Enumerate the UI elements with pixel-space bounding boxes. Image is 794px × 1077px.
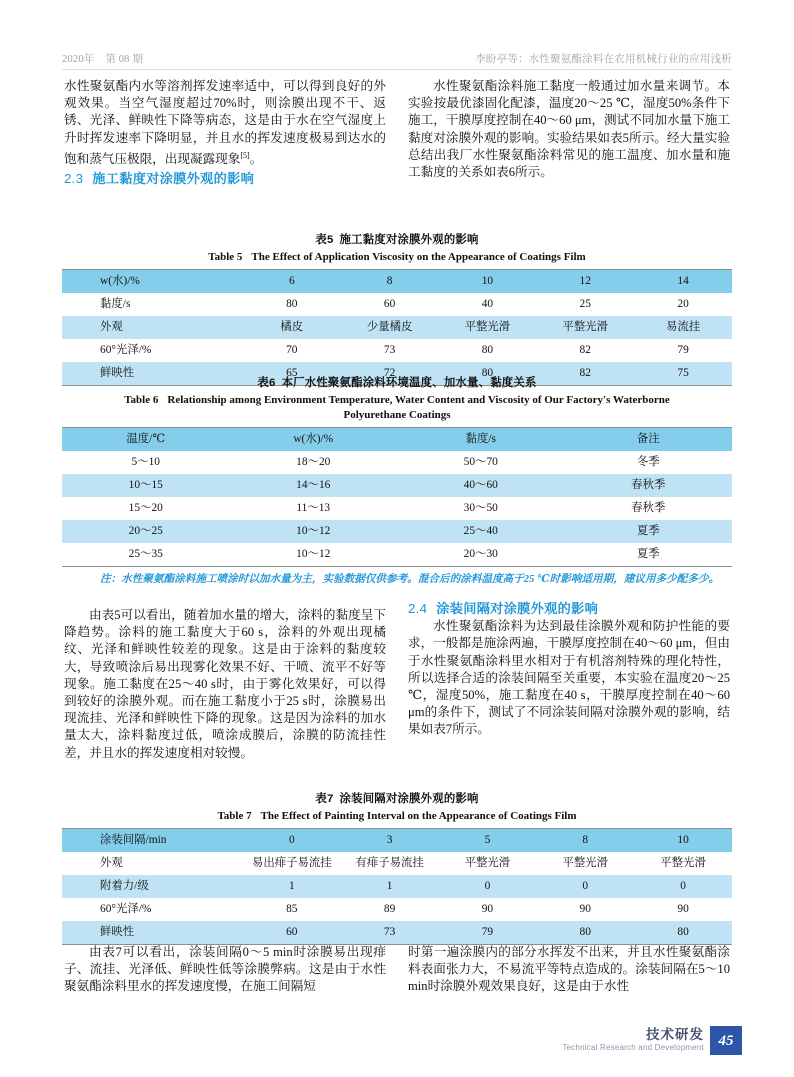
table-6-r0-c1: 18～20 <box>296 456 331 468</box>
running-head <box>62 42 732 70</box>
table-7-r4-label: 鲜映性 <box>100 926 135 938</box>
table-5-title-en: The Effect of Application Viscosity on the Appearance of Coatings Film <box>251 251 586 263</box>
table-7-r4-c1: 73 <box>383 926 396 938</box>
table-6-r4-c2: 20～30 <box>463 548 498 560</box>
table-6-title-en-line2: Polyurethane Coatings <box>343 409 451 421</box>
table-7-caption-cn <box>62 790 732 806</box>
table-7-r3-c1: 89 <box>383 903 396 915</box>
table-6-r3-c0: 20～25 <box>128 525 163 537</box>
left-column-top <box>64 78 386 188</box>
table-6-title-cn: 本厂水性聚氨酯涂料环境温度、加水量、黏度关系 <box>281 377 537 389</box>
table-6-h3: 备注 <box>636 433 660 445</box>
left-para-after-table6: 由表5可以看出，随着加水量的增大，涂料的黏度呈下降趋势。涂料的施工黏度大于60 s，涂料的外观出现橘纹、光泽和鲜映性较差的现象。这是由于涂料的黏度较大，导致喷涂后易出现雾化效果不好、干喷、流平不好等现象。施工黏度在25～40 s时，由于雾化效果好，可以得到较好的涂膜外观。而在施工黏度小于25 s时，涂膜易出现流挂、光泽和鲜映性下降的现象。这是因为涂料的加水量太大，涂料黏度过低，喷涂成膜后，涂膜的防流挂性差，并且水的挥发速度相对较慢。 <box>64 608 386 760</box>
right-column-top <box>408 78 730 181</box>
table-row <box>62 339 732 362</box>
running-head-issue: 2020年 第 08 期 <box>62 54 144 65</box>
footer-title-en: Technical Research and Development <box>562 1043 704 1052</box>
left-para-after-table7: 由表7可以看出，涂装间隔0～5 min时涂膜易出现痱子、流挂、光泽低、鲜映性低等涂膜弊病。这是由于水性聚氨酯涂料里水的挥发速度慢，在施工间隔短 <box>64 945 386 994</box>
right-column-mid <box>408 598 730 739</box>
table-row <box>62 829 732 853</box>
table-5-r0-c4: 14 <box>677 275 689 287</box>
table-5-r3-c2: 80 <box>481 344 494 356</box>
table-6-r3-c3: 夏季 <box>636 525 660 537</box>
table-5-r1-c1: 60 <box>383 298 396 310</box>
table-5 <box>62 269 732 386</box>
table-5-r1-label: 黏度/s <box>100 298 131 310</box>
table-6 <box>62 427 732 567</box>
table-row <box>62 543 732 567</box>
table-5-r4-c2: 80 <box>481 367 494 379</box>
table-5-title-cn: 施工黏度对涂膜外观的影响 <box>339 234 479 246</box>
left-para-1-text: 水性聚氨酯内水等溶剂挥发速率适中，可以得到良好的外观效果。当空气湿度超过70%时，则涂膜出现不干、返锈、光泽、鲜映性下降等病态，这是由于水在空气湿度上升时挥发速率下降明显，并且水的挥发速度极易到达水的饱和蒸气压极限，出现凝露现象 <box>64 79 386 166</box>
running-head-article-title: 李盼亭等：水性聚氨酯涂料在农用机械行业的应用浅析 <box>475 54 732 65</box>
table-7-r2-c3: 0 <box>582 880 589 892</box>
table-7-r2-c0: 1 <box>288 880 295 892</box>
table-5-r1-c2: 40 <box>481 298 494 310</box>
table-7-r0-c1: 3 <box>386 834 393 846</box>
table-7-r1-label: 外观 <box>100 857 123 869</box>
table-row <box>62 428 732 452</box>
left-para-1 <box>64 78 386 168</box>
table-7-r2-c1: 1 <box>386 880 393 892</box>
table-5-r3-c3: 82 <box>579 344 591 356</box>
table-5-r3-c4: 79 <box>677 344 689 356</box>
table-5-label-cn: 表5 <box>315 234 334 246</box>
table-5-r2-c1: 少量橘皮 <box>366 321 413 333</box>
table-5-r2-c2: 平整光滑 <box>464 321 511 333</box>
table-5-block <box>62 231 732 386</box>
table-5-r3-c1: 73 <box>383 344 396 356</box>
table-7-r1-c3: 平整光滑 <box>562 857 609 869</box>
table-5-r0-c1: 8 <box>386 275 393 287</box>
table-5-label-en: Table 5 <box>208 251 243 263</box>
table-6-r2-c0: 15～20 <box>128 502 163 514</box>
table-6-label-cn: 表6 <box>257 377 276 389</box>
section-heading-2-4 <box>408 600 730 617</box>
table-6-r1-c1: 14～16 <box>296 479 331 491</box>
table-5-r0-c3: 12 <box>579 275 591 287</box>
section-number-2-4: 2.4 <box>408 601 428 616</box>
table-5-r1-c0: 80 <box>286 298 298 310</box>
table-7-r2-c2: 0 <box>484 880 491 892</box>
table-6-r1-c0: 10～15 <box>128 479 163 491</box>
table-5-r4-c3: 82 <box>579 367 591 379</box>
table-row <box>62 898 732 921</box>
table-5-r2-c3: 平整光滑 <box>562 321 609 333</box>
table-5-caption-en <box>62 250 732 265</box>
right-para-1: 水性聚氨酯涂料施工黏度一般通过加水量来调节。本实验按最优漆固化配漆，温度20～25 ℃，湿度50%条件下施工，干膜厚度控制在40～60 μm，测试不同加水量下施工黏度对涂膜外观的影响。实验结果如表5所示。经大量实验总结出我厂水性聚氨酯涂料常见的施工温度、加水量和施工黏度的关系如表6所示。 <box>408 79 730 180</box>
table-7-label-cn: 表7 <box>315 793 334 805</box>
table-7 <box>62 828 732 945</box>
table-7-r0-c0: 0 <box>288 834 295 846</box>
table-6-caption-en <box>62 393 732 423</box>
table-row <box>62 520 732 543</box>
page-footer <box>562 1026 742 1055</box>
table-6-h1: w(水)/% <box>293 433 334 445</box>
table-5-r3-c0: 70 <box>286 344 298 356</box>
table-7-r4-c2: 79 <box>481 926 494 938</box>
left-column-mid <box>64 607 386 762</box>
table-6-r3-c2: 25～40 <box>463 525 498 537</box>
table-7-r2-label: 附着力/级 <box>100 880 149 892</box>
section-number-2-3: 2.3 <box>64 171 84 187</box>
table-6-r2-c1: 11～13 <box>296 502 331 514</box>
table-5-r4-c0: 65 <box>286 367 298 379</box>
left-para-1-tail: 。 <box>249 152 263 166</box>
table-7-r3-c2: 90 <box>481 903 494 915</box>
table-6-r4-c0: 25～35 <box>128 548 163 560</box>
table-7-r4-c0: 60 <box>286 926 298 938</box>
table-6-r0-c2: 50～70 <box>463 456 498 468</box>
table-7-title-cn: 涂装间隔对涂膜外观的影响 <box>339 793 479 805</box>
table-row <box>62 921 732 945</box>
table-7-title-en: The Effect of Painting Interval on the Appearance of Coatings Film <box>260 810 577 822</box>
table-6-r4-c3: 夏季 <box>636 548 660 560</box>
table-6-r1-c3: 春秋季 <box>631 479 666 491</box>
table-6-block <box>62 374 732 587</box>
table-row <box>62 497 732 520</box>
table-7-label-en: Table 7 <box>217 810 252 822</box>
right-column-bottom <box>408 944 730 996</box>
table-row <box>62 474 732 497</box>
table-6-r1-c2: 40～60 <box>463 479 498 491</box>
table-5-caption-cn <box>62 231 732 247</box>
page-number: 45 <box>710 1026 742 1055</box>
table-6-h0: 温度/℃ <box>126 433 166 445</box>
table-5-r3-label: 60°光泽/% <box>100 344 152 356</box>
table-6-r2-c2: 30～50 <box>463 502 498 514</box>
table-5-r4-c1: 72 <box>383 367 396 379</box>
section-title-2-4: 涂装间隔对涂膜外观的影响 <box>436 601 599 616</box>
table-7-r3-c3: 90 <box>579 903 591 915</box>
table-6-note: 注：水性聚氨酯涂料施工喷涂时以加水量为主，实验数据仅供参考。混合后的涂料温度高于25 ℃时影响适用期，建议用多少配多少。 <box>100 574 720 585</box>
table-7-r0-c4: 10 <box>677 834 689 846</box>
table-7-r3-c0: 85 <box>286 903 298 915</box>
table-6-label-en: Table 6 <box>124 394 159 406</box>
table-7-r0-label: 涂装间隔/min <box>100 834 167 846</box>
table-7-r0-c3: 8 <box>582 834 589 846</box>
right-para-after-table6: 水性聚氨酯涂料为达到最佳涂膜外观和防护性能的要求，一般都是施涂两遍，干膜厚度控制在40～60 μm，但由于水性聚氨酯涂料里水相对于有机溶剂特殊的理化特性，所以选择合适的涂装间隔至关重要，本实验在温度20～25 ℃，湿度50%，施工黏度在40 s，干膜厚度控制在40～60 μm的条件下，测试了不同涂装间隔对涂膜外观的影响，结果如表7所示。 <box>408 619 730 737</box>
table-6-title-en: Relationship among Environment Temperature, Water Content and Viscosity of Our Factory′s Waterborne <box>167 394 670 406</box>
table-7-r3-c4: 90 <box>677 903 689 915</box>
table-5-r0-c0: 6 <box>288 275 295 287</box>
table-6-r2-c3: 春秋季 <box>631 502 666 514</box>
table-5-r4-c4: 75 <box>677 367 689 379</box>
table-5-r0-label: w(水)/% <box>100 275 140 287</box>
table-7-r1-c0: 易出痱子易流挂 <box>251 857 332 869</box>
table-7-r4-c4: 80 <box>677 926 689 938</box>
table-7-r2-c4: 0 <box>680 880 686 892</box>
footer-title-cn: 技术研发 <box>646 1027 704 1042</box>
table-7-block <box>62 790 732 945</box>
table-7-r0-c2: 5 <box>484 834 491 846</box>
table-5-r1-c4: 20 <box>677 298 689 310</box>
table-6-h2: 黏度/s <box>465 433 496 445</box>
right-para-after-table7: 时第一遍涂膜内的部分水挥发不出来，并且水性聚氨酯涂料表面张力大，不易流平等特点造成的。涂装间隔在5～10 min时涂膜外观效果良好，这是由于水性 <box>408 945 730 994</box>
table-row <box>62 875 732 898</box>
table-row <box>62 316 732 339</box>
table-5-r2-c0: 橘皮 <box>280 321 304 333</box>
table-row <box>62 852 732 875</box>
table-row <box>62 293 732 316</box>
table-7-r3-label: 60°光泽/% <box>100 903 152 915</box>
footer-section-label <box>562 1027 704 1055</box>
table-5-r4-label: 鲜映性 <box>100 367 135 379</box>
left-column-bottom <box>64 944 386 996</box>
table-6-r0-c0: 5～10 <box>131 456 160 468</box>
table-7-r1-c1: 有痱子易流挂 <box>355 857 424 869</box>
table-7-r1-c4: 平整光滑 <box>660 857 706 869</box>
table-6-r4-c1: 10～12 <box>296 548 331 560</box>
table-7-r4-c3: 80 <box>579 926 591 938</box>
table-5-r2-c4: 易流挂 <box>665 321 701 333</box>
table-5-r1-c3: 25 <box>579 298 591 310</box>
table-row <box>62 451 732 474</box>
table-6-r0-c3: 冬季 <box>636 456 660 468</box>
table-7-caption-en <box>62 809 732 824</box>
table-5-r0-c2: 10 <box>481 275 494 287</box>
table-7-r1-c2: 平整光滑 <box>464 857 511 869</box>
table-6-r3-c1: 10～12 <box>296 525 331 537</box>
table-5-r2-label: 外观 <box>100 321 123 333</box>
table-6-caption-cn <box>62 374 732 390</box>
section-heading-2-3 <box>64 170 386 187</box>
table-row <box>62 270 732 294</box>
reference-marker: [5] <box>240 150 250 160</box>
section-title-2-3: 施工黏度对涂膜外观的影响 <box>92 171 255 187</box>
